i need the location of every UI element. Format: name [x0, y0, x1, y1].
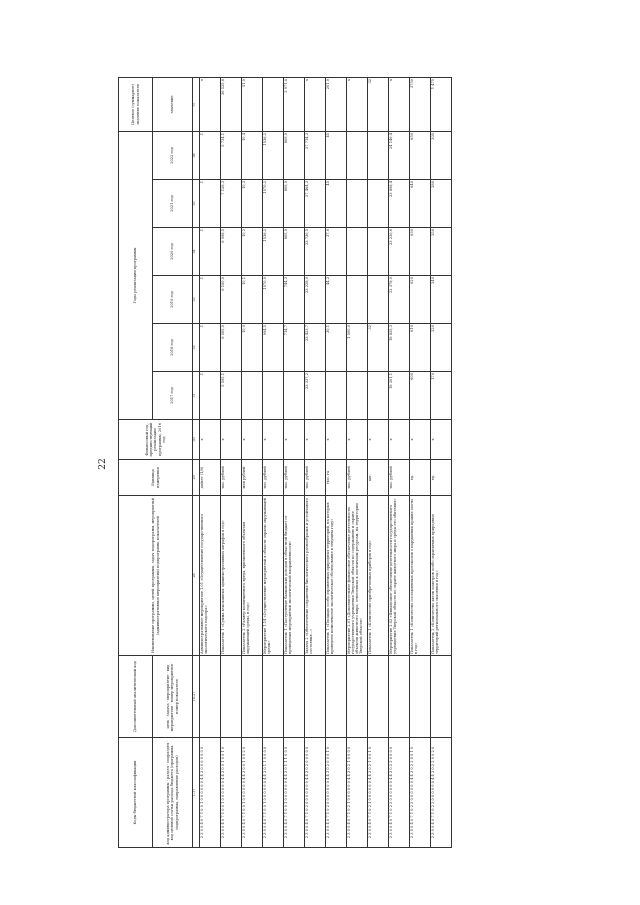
- year-value-cell: 1: [200, 372, 221, 420]
- codes-group-header: Коды бюджетной классификации: [119, 738, 153, 848]
- year-value-cell: 744,3: [284, 276, 305, 324]
- year-value-cell: 18 301,1: [389, 372, 410, 420]
- year-value-cell: 23 730,5: [305, 228, 326, 276]
- index-cell: 28: [193, 496, 200, 656]
- year-value-cell: 30,1: [326, 324, 347, 372]
- unit-cell: тыс. рублей: [221, 460, 242, 496]
- year-value-cell: [326, 372, 347, 420]
- extra-code-cell: [284, 656, 305, 738]
- year-value-cell: 1: [200, 276, 221, 324]
- year-value-cell: 714,7: [284, 324, 305, 372]
- year-value-cell: [263, 372, 284, 420]
- section-label: раздел: [166, 766, 171, 780]
- unit-header: Единица измерения: [119, 460, 193, 496]
- base-year-cell: х: [326, 420, 347, 460]
- codes-cell: 2 3 0 0 4 0 7 1 0 2 0 0 0 0 0 0 0 4 4 3 0 2 0 0 0 1 0: [326, 738, 347, 848]
- year-value-cell: 1536,2: [263, 228, 284, 276]
- year-value-cell: 23 337,2: [305, 372, 326, 420]
- name-cell: Показатель 2 «Количество актов осмотров особо охраняемых природных территорий регионального значения в год»: [431, 496, 452, 656]
- class-codes-label: код целевой статьи расхода бюджета: [170, 769, 175, 841]
- year-2017-header: 2017 год: [153, 372, 193, 420]
- name-cell: Показатель 1 «Поступление банковских доходов в областной бюджет от проведения мероприятий экологической направленности»: [284, 496, 305, 656]
- task-label: задача: [166, 703, 171, 717]
- extra-code-cell: [242, 656, 263, 738]
- codes-cell: 2 3 0 0 4 0 7 1 0 2 2 0 0 0 0 0 0 4 4 3 0 2 2 0 0 2 0: [431, 738, 452, 848]
- year-value-cell: 610: [410, 324, 431, 372]
- name-cell: Мероприятие 2.02 «Финансовое обеспечение деятельности государственного учреждения Тверской области по охране животного мира и среды его обитания»: [389, 496, 410, 656]
- table-row: [347, 77, 368, 847]
- base-year-cell: х: [221, 420, 242, 460]
- year-value-cell: 170: [431, 372, 452, 420]
- year-value-cell: [347, 276, 368, 324]
- target-value-header: значение: [153, 77, 193, 131]
- codes-cell: 2 3 0 0 4 0 7 1 0 2 2 0 0 0 0 0 0 4 4 3 0 2 2 0 0 0 0: [389, 738, 410, 848]
- indicator-label: номер показателя: [174, 679, 179, 714]
- year-value-cell: [368, 131, 389, 179]
- name-cell: Задача 2 «Обеспечение сохранения биологического разнообразия и устойчивого состояния...»: [305, 496, 326, 656]
- table-row: [368, 77, 389, 847]
- year-value-cell: 6 100,0: [221, 276, 242, 324]
- year-2020-header: 2020 год: [153, 228, 193, 276]
- year-2022-header: 2022 год: [153, 131, 193, 179]
- index-cell: 31: [193, 372, 200, 420]
- unit-cell: тыс. рублей: [305, 460, 326, 496]
- index-cell: 33: [193, 276, 200, 324]
- extra-code-cell: [263, 656, 284, 738]
- year-value-cell: [368, 276, 389, 324]
- rotated-table-page: [88, 80, 572, 848]
- table-row: [305, 77, 326, 847]
- name-col-header: Наименование программы, целей программы, задач подпрограмм, мероприятий (административных мероприятий) подпрограмм, показателей: [119, 496, 193, 656]
- year-value-cell: 22 378,0: [389, 276, 410, 324]
- extra-code-cell: [305, 656, 326, 738]
- year-value-cell: [347, 180, 368, 228]
- year-value-cell: 45: [326, 131, 347, 179]
- index-cell: 34: [193, 228, 200, 276]
- year-value-cell: 305: [431, 131, 452, 179]
- index-cell-codes: 1–17: [193, 738, 200, 848]
- name-cell: Мероприятие 1.14 «Осуществление мероприятий в области охраны окружающей среды»: [263, 496, 284, 656]
- codes-cell: 2 3 0 0 4 0 7 1 0 0 1 0 0 0 0 0 0 4 4 3 0 0 0 0 0 0 0: [200, 738, 221, 848]
- year-value-cell: 994,5: [263, 324, 284, 372]
- target-value-cell: 201,9: [326, 77, 347, 131]
- codes-cell: 2 3 0 0 4 0 7 1 0 0 1 0 0 0 0 0 0 4 4 3 0 1 1 1 0 0 0: [284, 738, 305, 848]
- year-value-cell: 630: [410, 228, 431, 276]
- year-value-cell: 240: [431, 276, 452, 324]
- extra-code-cell: [368, 656, 389, 738]
- year-value-cell: 44,2: [326, 276, 347, 324]
- program-label: программа: [170, 745, 175, 767]
- subprogram-label: подпрограмма: [174, 801, 179, 830]
- base-year-cell: х: [305, 420, 326, 460]
- number-event-label: номер мероприятия: [170, 664, 175, 703]
- extra-code-cell: [221, 656, 242, 738]
- year-value-cell: 10,3: [242, 180, 263, 228]
- base-year-cell: х: [263, 420, 284, 460]
- year-value-cell: 24 146,4: [389, 131, 410, 179]
- year-value-cell: 1: [200, 324, 221, 372]
- year-value-cell: 805,9: [284, 228, 305, 276]
- name-cell: Показатель 1 «Количество составленных протоколов о нарушении правил охоты в год»: [410, 496, 431, 656]
- base-year-cell: х: [242, 420, 263, 460]
- codes-cell: 2 3 0 0 4 0 7 1 0 2 0 0 0 0 0 0 0 4 4 3 0 2 0 0 0 0 0: [305, 738, 326, 848]
- index-cell: 35: [193, 180, 200, 228]
- year-value-cell: [347, 228, 368, 276]
- base-year-cell: х: [389, 420, 410, 460]
- unit-cell: млн рублей: [242, 460, 263, 496]
- target-value-cell: 3 971,0: [284, 77, 305, 131]
- target-value-cell: 32: [368, 77, 389, 131]
- extra-code-cell: [410, 656, 431, 738]
- goal-label: цель: [166, 719, 171, 729]
- table-row: [200, 77, 221, 847]
- year-2021-header: 2021 год: [153, 180, 193, 228]
- year-value-cell: 10,1: [242, 276, 263, 324]
- table-row: [221, 77, 242, 847]
- base-year-cell: х: [200, 420, 221, 460]
- name-cell: Административное мероприятие 1.01 «Осуществление государственного экологического надзора»: [200, 496, 221, 656]
- year-value-cell: 6 005,0: [221, 324, 242, 372]
- index-cell-extra: 18–27: [193, 656, 200, 738]
- codes-cell: 2 3 0 0 4 0 7 1 0 0 1 0 0 0 0 0 0 4 4 3 0 0 1 0 0 2 0: [242, 738, 263, 848]
- year-value-cell: 620: [410, 276, 431, 324]
- unit-cell: шт.: [368, 460, 389, 496]
- year-value-cell: 250: [431, 228, 452, 276]
- extra-code-cell: [389, 656, 410, 738]
- year-value-cell: 1536,2: [263, 131, 284, 179]
- admin-code-label: код администратора программы: [166, 782, 171, 845]
- target-value-cell: х: [200, 77, 221, 131]
- year-value-cell: 23 898,4: [389, 180, 410, 228]
- year-value-cell: 1: [200, 131, 221, 179]
- year-value-cell: 23 423,7: [305, 324, 326, 372]
- codes-cell: 2 3 0 0 4 0 7 1 0 2 2 0 0 0 0 0 0 4 4 3 0 2 2 0 0 1 0: [410, 738, 431, 848]
- unit-cell: да/нет (1/0): [200, 460, 221, 496]
- index-row: [193, 77, 200, 847]
- codes-cell: 2 3 0 0 4 0 7 1 0 0 1 0 0 0 0 0 0 4 4 3 0 0 1 0 0 1 0: [221, 738, 242, 848]
- year-value-cell: 27 714,3: [305, 131, 326, 179]
- type-event-label: вид мероприятия: [166, 664, 175, 732]
- index-cell: 36: [193, 131, 200, 179]
- base-year-cell: х: [284, 420, 305, 460]
- table-row: [263, 77, 284, 847]
- year-value-cell: 37,6: [326, 228, 347, 276]
- target-value-cell: х: [305, 77, 326, 131]
- extra-code-sub-header: цель · задача · мероприятие · вид мероприятия · номер мероприятия · номер показателя: [153, 656, 193, 738]
- program-table: [118, 77, 452, 848]
- base-year-cell: х: [347, 420, 368, 460]
- target-value-cell: [263, 77, 284, 131]
- year-value-cell: [284, 372, 305, 420]
- table-body: [200, 77, 452, 847]
- year-value-cell: 1: [200, 180, 221, 228]
- years-group-header: Годы реализации программы: [119, 131, 153, 419]
- extra-code-cell: [431, 656, 452, 738]
- target-value-cell: х: [389, 77, 410, 131]
- year-value-cell: [347, 372, 368, 420]
- year-value-cell: 10,4: [242, 131, 263, 179]
- year-value-cell: 45: [326, 180, 347, 228]
- year-value-cell: 5 734,1: [221, 131, 242, 179]
- year-value-cell: 23 228,0: [305, 276, 326, 324]
- target-value-cell: х: [347, 77, 368, 131]
- year-value-cell: [368, 228, 389, 276]
- unit-cell: тыс. рублей: [284, 460, 305, 496]
- year-value-cell: 1 000,0: [347, 324, 368, 372]
- subsection-label: подраздел: [166, 742, 171, 763]
- year-value-cell: 809,9: [284, 131, 305, 179]
- table-row: [326, 77, 347, 847]
- unit-cell: тыс. рублей: [263, 460, 284, 496]
- year-value-cell: 27 464,3: [305, 180, 326, 228]
- year-value-cell: [347, 131, 368, 179]
- year-value-cell: 23 230,6: [389, 228, 410, 276]
- target-value-cell: 3750: [410, 77, 431, 131]
- name-cell: Показатель 2 «Размер возмещенного вреда, причиненного объектам окружающей среды, в год»: [242, 496, 263, 656]
- year-value-cell: 10,2: [242, 228, 263, 276]
- base-year-cell: х: [431, 420, 452, 460]
- extra-code-cell: [347, 656, 368, 738]
- index-cell: 32: [193, 324, 200, 372]
- class-codes-header: код администратора программы · раздел · подраздел · код целевой статьи расхода бюджета (программа, подпрограмма, направление расходов): [153, 738, 193, 848]
- table-row: [242, 77, 263, 847]
- year-value-cell: 18 825,3: [389, 324, 410, 372]
- target-value-cell: 36 525,6: [221, 77, 242, 131]
- extra-code-cell: [200, 656, 221, 738]
- name-cell: Показатель 1 «Площадь особо охраняемых природных территорий, на которых проведено комплексное экологическое обследование в текущем году»: [326, 496, 347, 656]
- base-year-cell: х: [410, 420, 431, 460]
- target-group-header: Целевое (суммарное) значение показателя: [119, 77, 153, 131]
- year-value-cell: 809,9: [284, 180, 305, 228]
- codes-cell: 2 3 0 0 4 0 7 1 0 2 1 0 0 0 0 0 0 4 4 3 0 2 1 0 0 0 0: [347, 738, 368, 848]
- target-value-cell: 51,0: [242, 77, 263, 131]
- year-value-cell: [242, 372, 263, 420]
- year-2018-header: 2018 год: [153, 324, 193, 372]
- year-value-cell: 220: [431, 324, 452, 372]
- name-cell: Показатель 1 «Количество приобретенных приборов в год»: [368, 496, 389, 656]
- table-row: [410, 77, 431, 847]
- table-row: [431, 77, 452, 847]
- name-cell: Мероприятие 2.01 «Дополнительное финансовое обеспечение деятельности государственного учреждения Тверской области по содержанию и охране объектов животного мира, отнесенных к охотничьим ресурсам, на территории Тверской области»: [347, 496, 368, 656]
- year-value-cell: 600: [410, 372, 431, 420]
- extra-code-header: Дополнительный аналитический код: [119, 656, 153, 738]
- codes-cell: 2 3 0 0 4 0 7 1 0 0 1 0 0 0 0 0 0 4 4 3 0 1 1 0 0 0 0: [263, 738, 284, 848]
- year-value-cell: 1570,9: [263, 276, 284, 324]
- unit-cell: тыс. рублей: [347, 460, 368, 496]
- codes-cell: 2 3 0 0 4 0 7 1 0 2 1 0 0 0 0 0 0 4 4 3 0 2 1 0 0 1 0: [368, 738, 389, 848]
- index-cell: 37: [193, 77, 200, 131]
- target-value-cell: 1 475: [431, 77, 452, 131]
- year-value-cell: 1: [200, 228, 221, 276]
- year-value-cell: 7 128,3: [221, 180, 242, 228]
- year-value-cell: 6 098,5: [221, 228, 242, 276]
- name-cell: Показатель 1 «Сумма взысканных административных штрафов в год»: [221, 496, 242, 656]
- table-row: [389, 77, 410, 847]
- unit-cell: ед.: [431, 460, 452, 496]
- event-label: мероприятие: [166, 674, 171, 700]
- year-value-cell: 10,0: [242, 324, 263, 372]
- base-year-cell: х: [368, 420, 389, 460]
- year-value-cell: 280: [431, 180, 452, 228]
- table-row: [284, 77, 305, 847]
- direction-label: направление расходов: [174, 756, 179, 800]
- unit-cell: тыс. рублей: [389, 460, 410, 496]
- fin-year-header: Финансовый год, предшествующий реализации программы, 2016 год: [119, 420, 193, 460]
- index-cell: 29: [193, 460, 200, 496]
- year-value-cell: 1570,2: [263, 180, 284, 228]
- year-value-cell: 5 595,1: [221, 372, 242, 420]
- year-value-cell: [368, 180, 389, 228]
- page-number: 22: [98, 458, 108, 470]
- index-cell: 30: [193, 420, 200, 460]
- unit-cell: ед.: [410, 460, 431, 496]
- extra-code-cell: [326, 656, 347, 738]
- year-value-cell: [368, 372, 389, 420]
- unit-cell: тыс. га: [326, 460, 347, 496]
- year-2019-header: 2019 год: [153, 276, 193, 324]
- year-value-cell: 640: [410, 180, 431, 228]
- year-value-cell: 650: [410, 131, 431, 179]
- year-value-cell: 32: [368, 324, 389, 372]
